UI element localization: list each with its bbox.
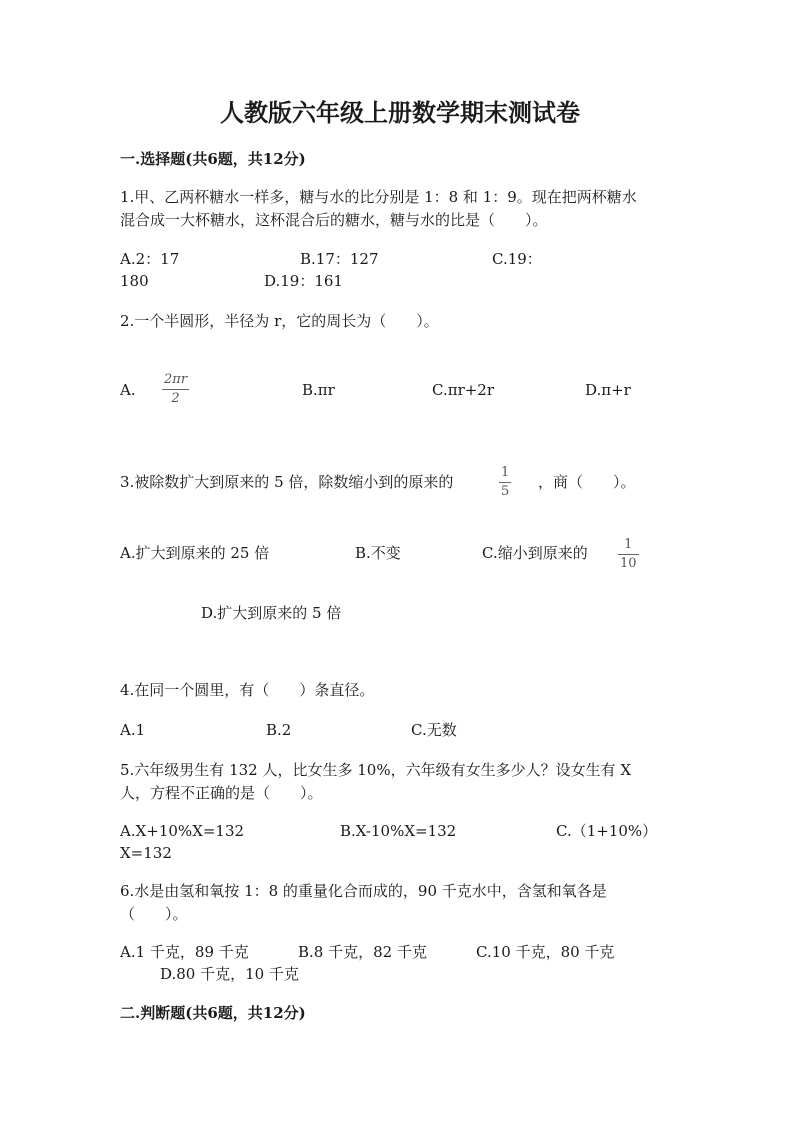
question-3-stem-end: ，商（ ）。 bbox=[538, 473, 636, 491]
option-a: A.1 bbox=[120, 721, 146, 739]
question-1-line-2: 混合成一大杯糖水，这杯混合后的糖水，糖与水的比是（ ）。 bbox=[120, 211, 548, 229]
option-b: B.17：127 bbox=[300, 250, 379, 268]
option-c: C.（1+10%） bbox=[556, 822, 658, 840]
option-d: D.π+r bbox=[585, 381, 631, 399]
question-5-line-2: 人，方程不正确的是（ ）。 bbox=[120, 784, 323, 802]
option-c: C.无数 bbox=[411, 721, 457, 739]
option-d: D.80 千克，10 千克 bbox=[160, 965, 299, 983]
section-heading-judgement: 二.判断题(共6题，共12分) bbox=[120, 1004, 306, 1022]
page-title: 人教版六年级上册数学期末测试卷 bbox=[220, 98, 580, 127]
section-heading-choice: 一.选择题(共6题，共12分) bbox=[120, 150, 306, 168]
option-c: C.19： bbox=[492, 250, 542, 268]
option-b: B.2 bbox=[266, 721, 292, 739]
option-a: A.扩大到原来的 25 倍 bbox=[120, 544, 270, 562]
fraction-bar bbox=[499, 482, 511, 483]
fraction-bar bbox=[162, 389, 189, 390]
option-b: B.8 千克，82 千克 bbox=[298, 943, 427, 961]
option-b: B.πr bbox=[302, 381, 335, 399]
option-a-label: A. bbox=[120, 381, 136, 399]
option-a-fraction bbox=[162, 373, 189, 406]
question-4-stem: 4.在同一个圆里，有（ ）条直径。 bbox=[120, 681, 375, 699]
option-c: C.πr+2r bbox=[432, 381, 495, 399]
option-a: A.X+10%X=132 bbox=[120, 822, 245, 840]
fraction-denominator: 2 bbox=[171, 391, 180, 406]
question-2-stem: 2.一个半圆形，半径为 r，它的周长为（ ）。 bbox=[120, 312, 439, 330]
question-3-stem-start: 3.被除数扩大到原来的 5 倍，除数缩小到的原来的 bbox=[120, 473, 454, 491]
fraction-numerator: 2πr bbox=[164, 372, 188, 387]
option-c-fraction bbox=[618, 538, 639, 571]
fraction-denominator: 5 bbox=[501, 484, 510, 499]
option-d: D.19：161 bbox=[264, 272, 343, 290]
option-a: A.2：17 bbox=[120, 250, 180, 268]
fraction-denominator: 10 bbox=[620, 556, 637, 571]
fraction-numerator: 1 bbox=[624, 537, 633, 552]
option-c: C.10 千克，80 千克 bbox=[476, 943, 615, 961]
question-5-line-1: 5.六年级男生有 132 人，比女生多 10%，六年级有女生多少人？设女生有 X bbox=[120, 761, 632, 779]
fraction-bar bbox=[618, 554, 639, 555]
question-1-line-1: 1.甲、乙两杯糖水一样多，糖与水的比分别是 1：8 和 1：9。现在把两杯糖水 bbox=[120, 188, 637, 206]
option-a: A.1 千克，89 千克 bbox=[120, 943, 249, 961]
option-c-continued: X=132 bbox=[120, 844, 172, 862]
option-b: B.X-10%X=132 bbox=[340, 822, 457, 840]
question-6-line-1: 6.水是由氢和氧按 1：8 的重量化合而成的，90 千克水中，含氢和氧各是 bbox=[120, 882, 607, 900]
question-3-fraction bbox=[499, 466, 511, 499]
option-c-continued: 180 bbox=[120, 272, 149, 290]
question-6-line-2: （ ）。 bbox=[120, 905, 188, 923]
option-d: D.扩大到原来的 5 倍 bbox=[201, 604, 342, 622]
option-b: B.不变 bbox=[355, 544, 401, 562]
option-c: C.缩小到原来的 bbox=[482, 544, 588, 562]
fraction-numerator: 1 bbox=[501, 465, 510, 480]
